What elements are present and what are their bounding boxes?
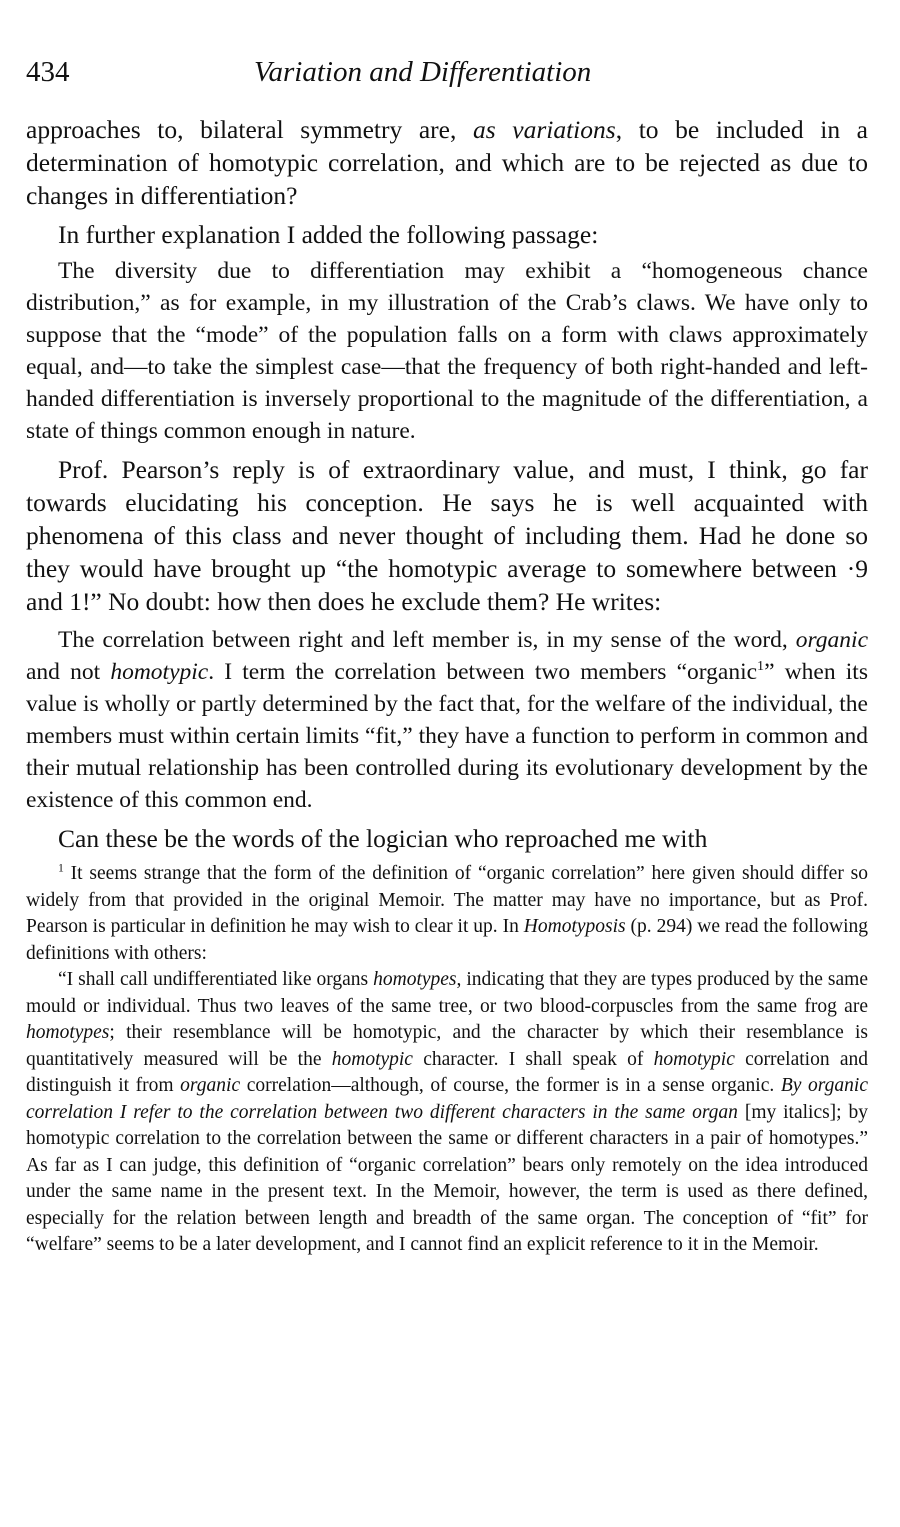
text-run: , indicating that they are types produced by the same mould or individual. Thus two leaves of the same tree, or two blood-corpuscles from the same frog are [26,969,868,1017]
footnote-marker: 1 [58,861,64,875]
text-run: correlation—although, of course, the former is in a sense organic. [240,1075,781,1096]
italic-text: homotypic [331,1048,413,1070]
footnote-1 [26,861,868,967]
italic-text: organic [795,627,868,653]
text-run: [my italics]; by homotypic correlation to the correlation between the same or different characters in a pair of homotypes.” As far as I can judge, this definition of “organic correlation” bears only remotely on the idea introduced under the same name in the present text. In the Memoir, however, the term is used as there defined, especially for the relation between length and breadth of the same organ. The conception of “fit” for “welfare” seems to be a later development, and I cannot find an explicit reference to it in the Memoir. [26,1101,868,1255]
text-run: ” when its value is wholly or partly determined by the fact that, for the welfare of the individual, the members must within certain limits “fit,” they have a function to perform in common and their mutual relationship has been controlled during its evolutionary development by the existence of this common end. [26,659,868,813]
page-header [26,56,870,96]
italic-text: homotypic [653,1048,735,1070]
text-run: approaches to, bilateral symmetry are, [26,115,473,144]
paragraph-pearson-reply: Prof. Pearson’s reply is of extraordinary value, and must, I think, go far towards elucidating his conception. He says he is well acquainted with phenomena of this class and never thought of including them. Had he done so they would have brought up “the homotypic average to somewhere between ·9 and 1!” No doubt: how then does he exclude them? He writes: [26,455,868,616]
block-quote-organic [26,624,868,816]
text-run: (p. 294) we read the following definitions with others: [26,916,868,964]
italic-text: By organic correlation I refer to the correlation between two different characters in the same organ [26,1075,868,1123]
footnote-reference: 1 [757,658,765,675]
text-run: character. I shall speak of [412,1048,654,1070]
block-quote-differentiation: The diversity due to differentiation may exhibit a “homogeneous chance distribution,” as for example, in my illustration of the Crab’s claws. We have only to suppose that the “mode” of the population falls on a form with claws approximately equal, and—to take the simplest case—that the frequency of both right-handed and left-handed differentiation is inversely proportional to the magnitude of the differentiation, a state of things common enough in nature. [26,258,868,444]
footnote-1-continuation [26,967,868,1259]
text-run: and not [26,659,111,685]
italic-text: homotypes [26,1022,110,1043]
page-number: 434 [26,56,70,88]
text-run: The correlation between right and left member is, in my sense of the word, [58,627,796,653]
paragraph-logician: Can these be the words of the logician who reproached me with [58,824,708,853]
text-run: ; their resemblance will be homotypic, and the character by which their resemblance is quantitatively measured will be the [26,1022,868,1070]
italic-text: homotypic [110,659,209,685]
text-run: . I term the correlation between two members “organic [208,659,758,685]
text-run: correlation and distinguish it from [26,1048,868,1096]
running-title: Variation and Differentiation [254,56,592,88]
italic-text: as variations [472,115,616,144]
text-run: , to be included in a determination of homotypic correlation, and which are to be rejected as due to changes in differentiation? [26,115,868,210]
page-body [26,113,868,1259]
paragraph-explanation: In further explanation I added the following passage: [58,220,599,249]
text-run: It seems strange that the form of the definition of “organic correlation” here given should differ so widely from that provided in the original Memoir. The matter may have no importance, but as Prof. Pearson is particular in definition he may wish to clear it up. In [26,863,868,937]
italic-text: organic [180,1075,241,1096]
paragraph-continuation [26,113,868,212]
text-run: “I shall call undifferentiated like organs [58,969,374,990]
italic-text: Homotyposis [523,916,626,937]
italic-text: homotypes [373,969,457,990]
